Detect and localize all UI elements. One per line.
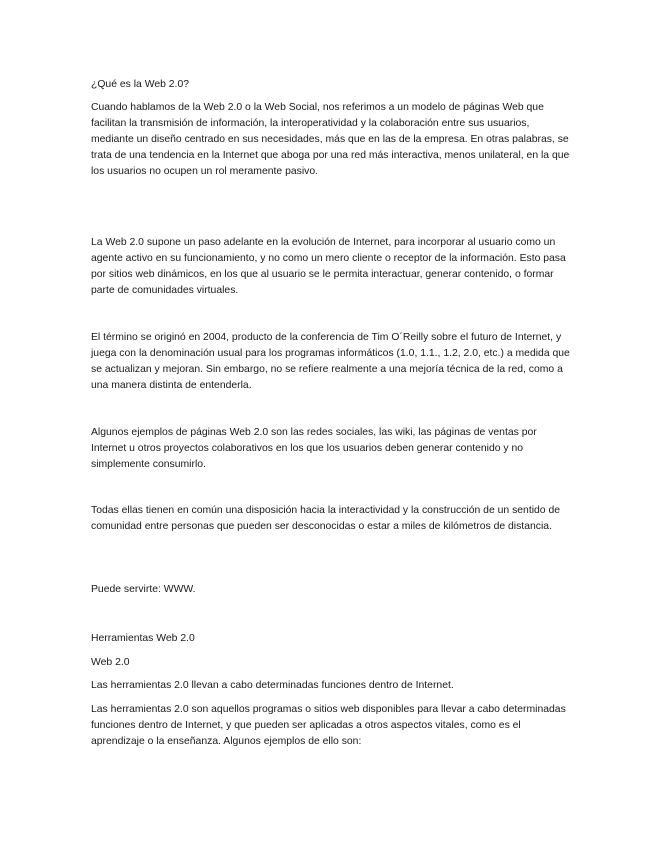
- paragraph-evolution: La Web 2.0 supone un paso adelante en la evolución de Internet, para incorporar al usuario como un agente activo en su funcionamiento, y no como un mero cliente o receptor de la información. Esto pasa por sitios web dinámicos, en los que al usuario se le permita interactuar, generar contenido, o formar parte de comunidades virtuales.: [91, 237, 566, 296]
- paragraph-origin: El término se originó en 2004, producto de la conferencia de Tim O´Reilly sobre el futuro de Internet, y juega con la denominación usual para los programas informáticos (1.0, 1.1., 1.2, 2.0, etc.) a medida que se actualizan y mejoran. Sin embargo, no se refiere realmente a una mejoría técnica de la red, como a una manera distinta de entenderla.: [91, 332, 570, 391]
- subheading-web20: Web 2.0: [91, 657, 130, 668]
- paragraph-see-also: Puede servirte: WWW.: [91, 584, 196, 595]
- paragraph-definition: Cuando hablamos de la Web 2.0 o la Web Social, nos referimos a un modelo de páginas Web que facilitan la transmisión de información, la interoperatividad y la colaboración entre sus usuarios, mediante un diseño centrado en sus necesidades, más que en las de la empresa. En otras palabras, se trata de una tendencia en la Internet que aboga por una red más interactiva, menos unilateral, en la que los usuarios no ocupen un rol meramente pasivo.: [91, 102, 570, 177]
- paragraph-tools-summary: Las herramientas 2.0 llevan a cabo determinadas funciones dentro de Internet.: [91, 680, 454, 691]
- paragraph-tools-detail: Las herramientas 2.0 son aquellos programas o sitios web disponibles para llevar a cabo determinadas funciones dentro de Internet, y que pueden ser aplicadas a otros aspectos vitales, como es el aprendizaje o la enseñanza. Algunos ejemplos de ello son:: [91, 704, 566, 747]
- paragraph-community: Todas ellas tienen en común una disposición hacia la interactividad y la construcción de un sentido de comunidad entre personas que pueden ser desconocidas o estar a miles de kilómetros de distancia.: [91, 505, 561, 532]
- heading-tools: Herramientas Web 2.0: [91, 633, 195, 644]
- heading-what-is-web20: ¿Qué es la Web 2.0?: [91, 79, 189, 90]
- paragraph-examples: Algunos ejemplos de páginas Web 2.0 son las redes sociales, las wiki, las páginas de ventas por Internet u otros proyectos colaborativos en los que los usuarios deben generar contenido y no simplemente consumirlo.: [91, 427, 537, 470]
